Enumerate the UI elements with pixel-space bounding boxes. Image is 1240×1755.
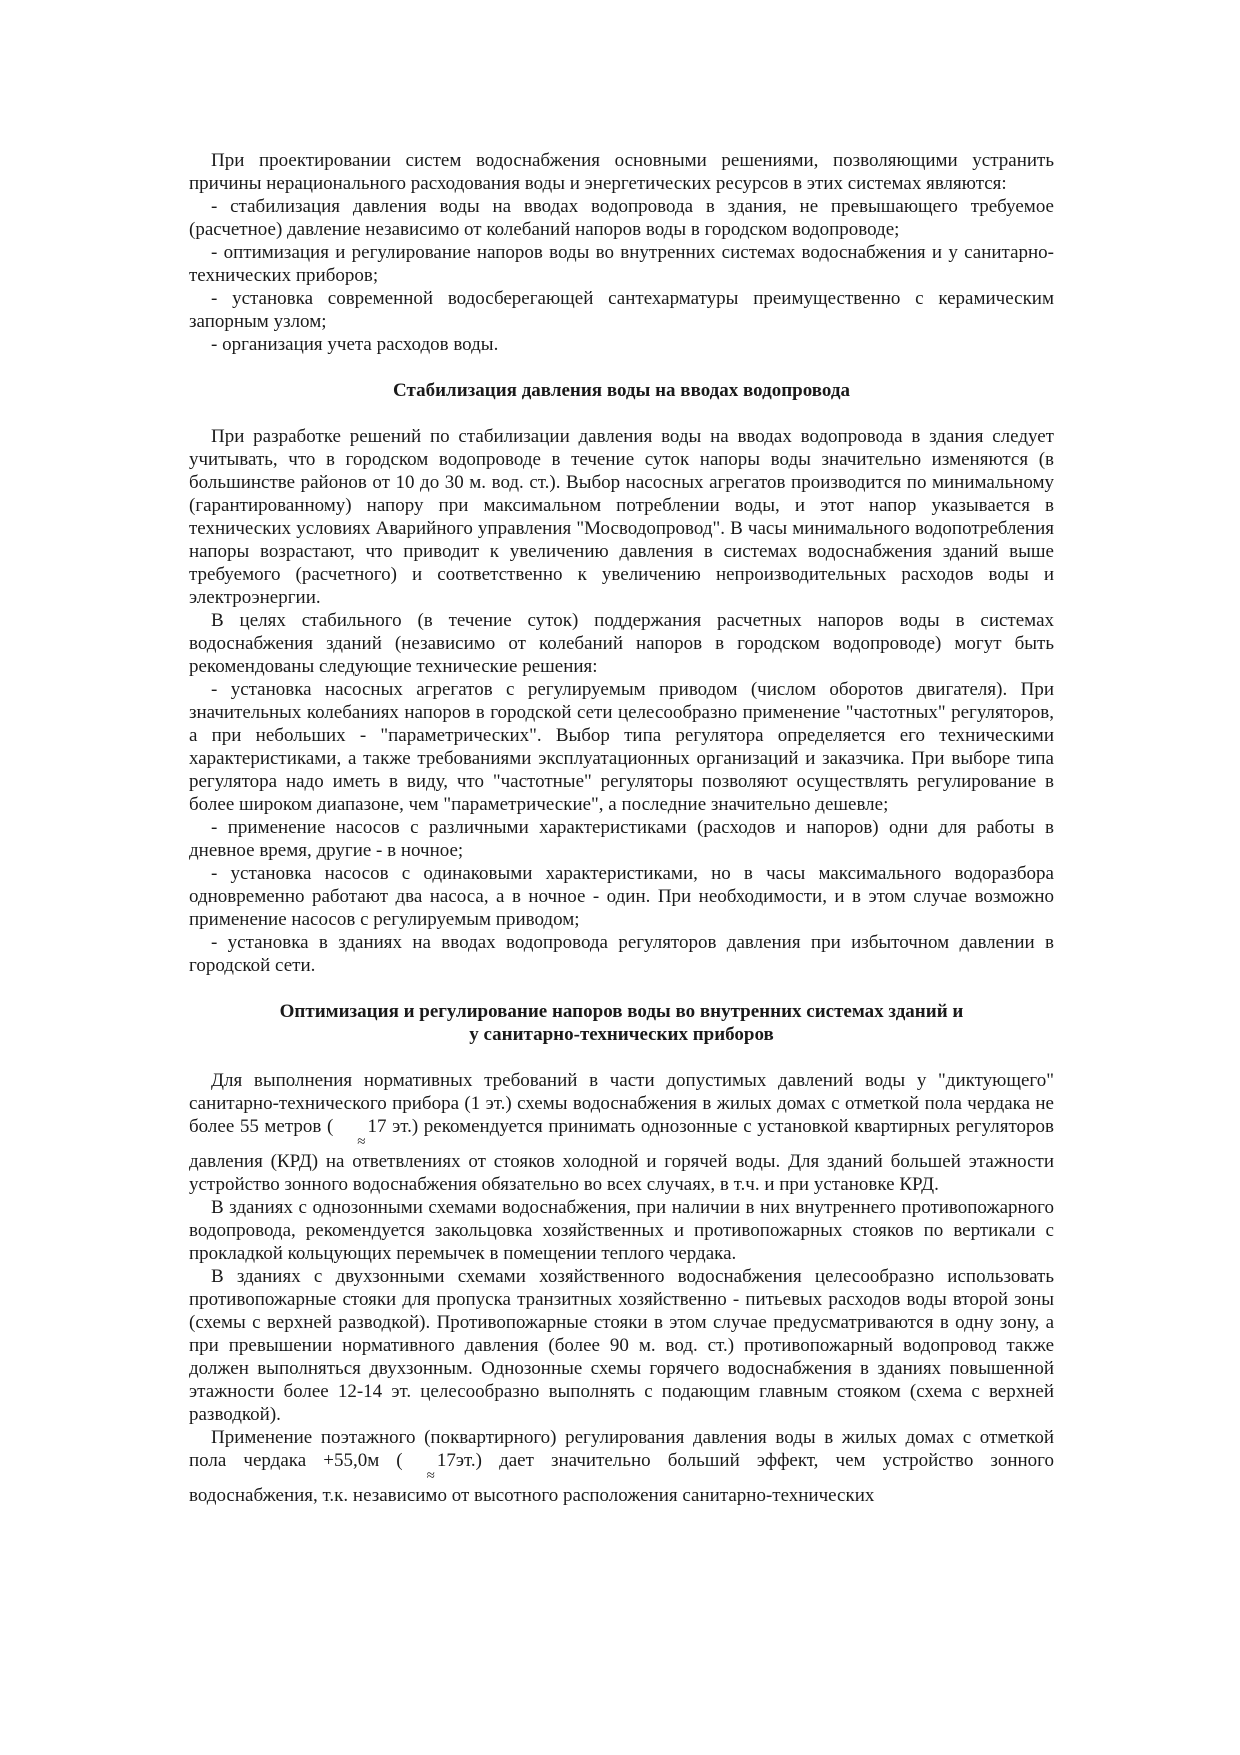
section2-paragraph-floor-regulation (189, 1426, 1054, 1507)
intro-list-item: - организация учета расходов воды. (211, 334, 499, 355)
section1-paragraph: В целях стабильного (в течение суток) поддержания расчетных напоров воды в системах водоснабжения зданий (независимо от колебаний напоров в городском водопроводе) могут быть рекомендованы следующие технические решения: (189, 610, 1054, 677)
paragraph-text: Применение поэтажного (поквартирного) регулирования давления воды в жилых домах с отметкой пола чердака +55,0м ( (189, 1427, 1054, 1471)
spacer (189, 1046, 1054, 1069)
paragraph-text: 17эт.) дает значительно больший эффект, чем устройство зонного водоснабжения, т.к. независимо от высотного расположения санитарно-технических (189, 1450, 1054, 1506)
section-heading-line-1: Оптимизация и регулирование напоров воды во внутренних системах зданий и (279, 1001, 964, 1022)
approx-symbol: ≈ (426, 1468, 435, 1484)
paragraph-text: 17 эт.) рекомендуется принимать однозонные с установкой квартирных регуляторов давления (КРД) на ответвлениях от стояков холодной и горячей воды. Для зданий большей этажности устройство зонного водоснабжения обязательно во всех случаях, в т.ч. и при установке КРД. (189, 1116, 1054, 1195)
section-heading-line-2: у санитарно-технических приборов (469, 1024, 774, 1045)
section1-list-item: - установка в зданиях на вводах водопровода регуляторов давления при избыточном давлении в городской сети. (189, 932, 1054, 976)
section-heading-optimization (189, 1000, 1054, 1046)
intro-list-item: - оптимизация и регулирование напоров воды во внутренних системах водоснабжения и у санитарно-технических приборов; (189, 242, 1054, 286)
intro-list-item: - установка современной водосберегающей сантехарматуры преимущественно с керамическим запорным узлом; (189, 288, 1054, 332)
section2-paragraph: В зданиях с однозонными схемами водоснабжения, при наличии в них внутреннего противопожарного водопровода, рекомендуется закольцовка хозяйственных и противопожарных стояков по вертикали с прокладкой кольцующих перемычек в помещении теплого чердака. (189, 1197, 1054, 1264)
section1-list-item: - установка насосных агрегатов с регулируемым приводом (числом оборотов двигателя). При значительных колебаниях напоров в городской сети целесообразно применение "частотных" регуляторов, а при небольших - "параметрических". Выбор типа регулятора определяется его техническими характеристиками, а также требованиями эксплуатационных организаций и заказчика. При выборе типа регулятора надо иметь в виду, что "частотные" регуляторы позволяют осуществлять регулирование в более широком диапазоне, чем "параметрические", а последние значительно дешевле; (189, 679, 1054, 815)
section-heading-stabilization: Стабилизация давления воды на вводах водопровода (393, 380, 850, 401)
approx-symbol: ≈ (357, 1134, 366, 1150)
spacer (189, 356, 1054, 379)
section1-list-item: - установка насосов с одинаковыми характеристиками, но в часы максимального водоразбора одновременно работают два насоса, а в ночное - один. При необходимости, и в этом случае возможно применение насосов с регулируемым приводом; (189, 863, 1054, 930)
section1-paragraph: При разработке решений по стабилизации давления воды на вводах водопровода в здания следует учитывать, что в городском водопроводе в течение суток напоры воды значительно изменяются (в большинстве районов от 10 до 30 м. вод. ст.). Выбор насосных агрегатов производится по минимальному (гарантированному) напору при максимальном потреблении воды, и этот напор указывается в технических условиях Аварийного управления "Мосводопровод". В часы минимального водопотребления напоры возрастают, что приводит к увеличению давления в системах водоснабжения зданий выше требуемого (расчетного) и соответственно к увеличению непроизводительных расходов воды и электроэнергии. (189, 426, 1054, 608)
intro-paragraph: При проектировании систем водоснабжения основными решениями, позволяющими устранить причины нерационального расходования воды и энергетических ресурсов в этих системах являются: (189, 150, 1054, 194)
section1-list-item: - применение насосов с различными характеристиками (расходов и напоров) одни для работы в дневное время, другие - в ночное; (189, 817, 1054, 861)
intro-list-item: - стабилизация давления воды на вводах водопровода в здания, не превышающего требуемое (расчетное) давление независимо от колебаний напоров воды в городском водопроводе; (189, 196, 1054, 240)
section2-paragraph-pressure (189, 1069, 1054, 1196)
paragraph-text: Для выполнения нормативных требований в части допустимых давлений воды у "диктующего" санитарно-технического прибора (1 эт.) схемы водоснабжения в жилых домах с отметкой пола чердака не более 55 метров ( (189, 1070, 1054, 1137)
spacer (189, 977, 1054, 1000)
document-body (189, 149, 1054, 1507)
section2-paragraph: В зданиях с двухзонными схемами хозяйственного водоснабжения целесообразно использовать противопожарные стояки для пропуска транзитных хозяйственно - питьевых расходов воды второй зоны (схемы с верхней разводкой). Противопожарные стояки в этом случае предусматриваются в одну зону, а при превышении нормативного давления (более 90 м. вод. ст.) противопожарный водопровод также должен выполняться двухзонным. Однозонные схемы горячего водоснабжения в зданиях повышенной этажности более 12-14 эт. целесообразно выполнять с подающим главным стояком (схема с верхней разводкой). (189, 1266, 1054, 1425)
spacer (189, 402, 1054, 425)
